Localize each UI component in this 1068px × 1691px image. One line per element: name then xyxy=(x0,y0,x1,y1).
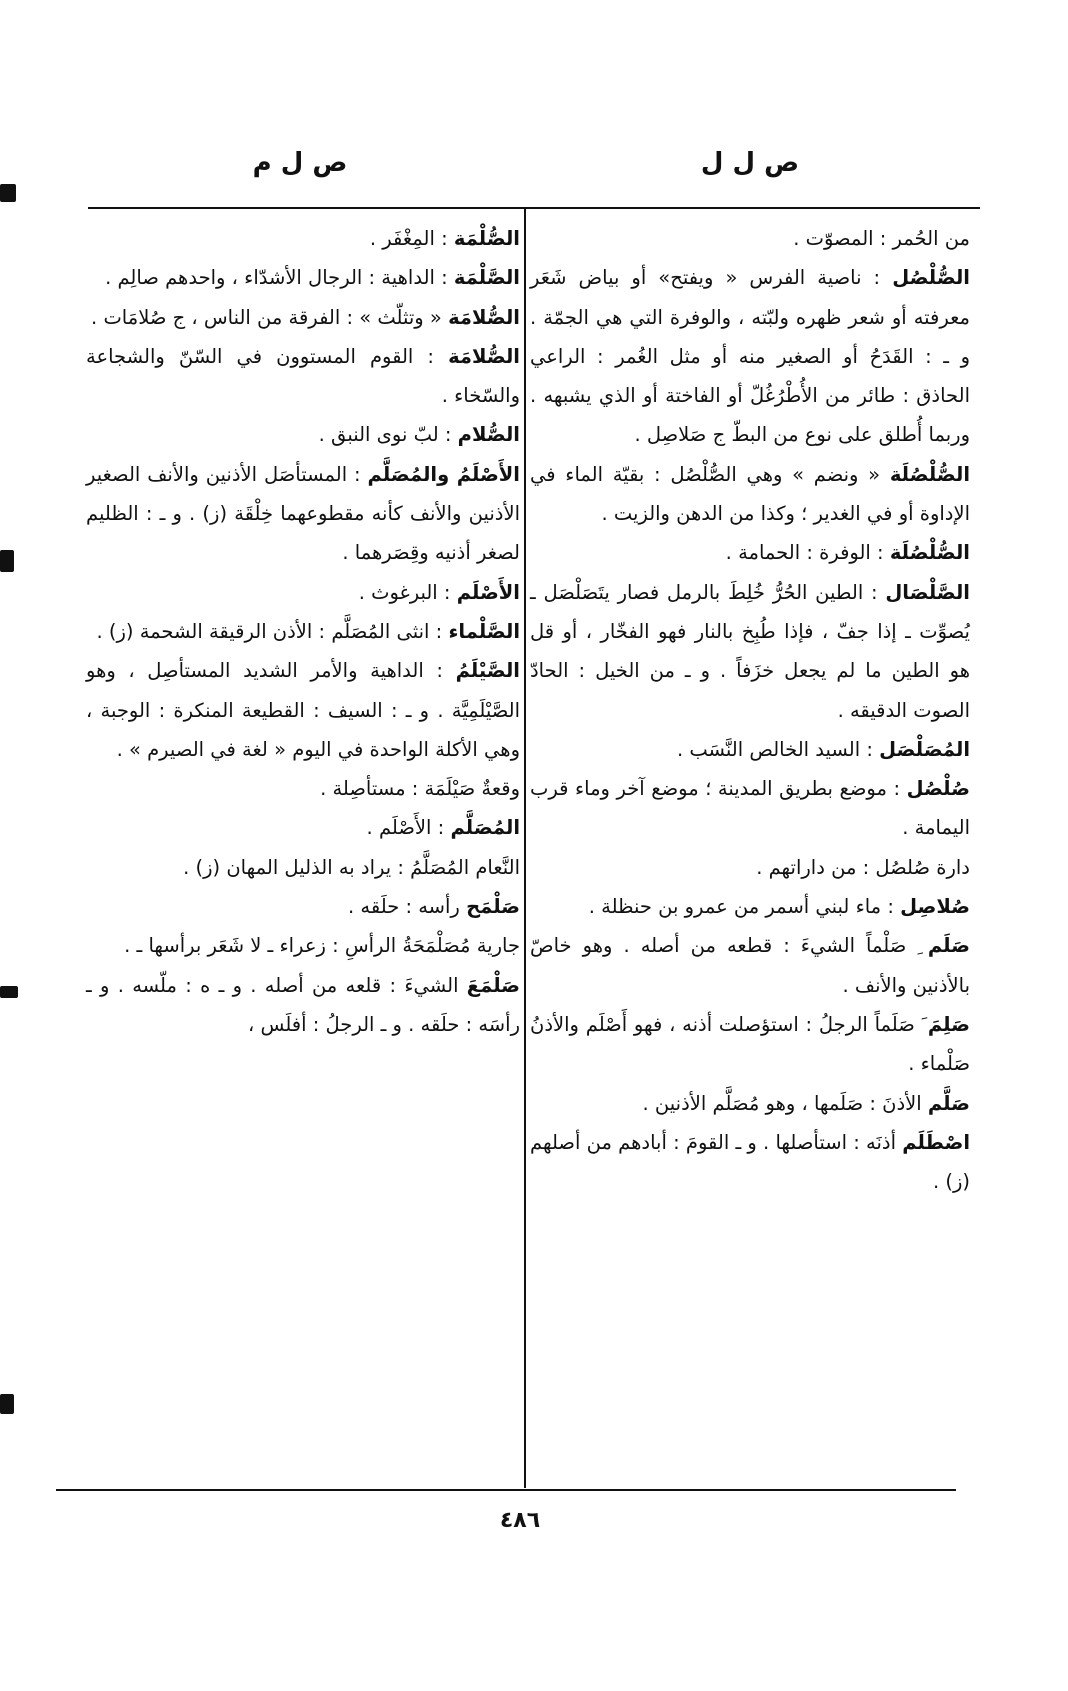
entry-headword: الصُّلْصُلَة xyxy=(889,462,971,486)
dictionary-entry xyxy=(86,887,520,926)
entry-definition: : الطين الحُرُّ خُلِطَ بالرمل فصار يتَصَلْصَل ـ يُصوِّت ـ إذا جفّ ، فإذا طُبِخ بالنار فهو الفخّار ، أو قل هو الطين ما لم يجعل خزَفاً . و ـ من الخيل : الحادّ الصوت الدقيقه . xyxy=(530,580,970,722)
dictionary-entry xyxy=(530,533,970,572)
entry-definition: : البرغوث . xyxy=(358,580,451,604)
dictionary-entry xyxy=(86,298,520,337)
dictionary-entry xyxy=(86,258,520,297)
entry-definition: ِ صَلْماً الشيءَ : قطعه من أصله . وهو خاصّ بالأذنين والأنف . xyxy=(530,934,970,997)
entry-definition: النَّعام المُصَلَّمُ : يراد به الذليل المهان (ز) . xyxy=(183,855,520,879)
entry-definition: جارية مُصَلْمَحَةُ الرأسِ : زعراء ـ لا شَعَر برأسها ـ . xyxy=(124,934,520,958)
scan-edge-mark xyxy=(0,550,14,572)
entry-headword: صَلْمَعَ xyxy=(466,973,520,997)
entry-definition: « ونضم » وهي الصُّلْصُل : بقيّة الماء في الإداوة أو في الغدير ؛ وكذا من الدهن والزيت . xyxy=(530,462,970,526)
dictionary-entry xyxy=(86,573,520,612)
entry-headword: الصُّلام xyxy=(457,423,520,447)
page-number: ٤٨٦ xyxy=(499,1508,541,1533)
entry-headword: الصَّلْصَال xyxy=(885,580,970,604)
dictionary-entry xyxy=(530,848,970,887)
entry-headword: الأَصْلَمُ والمُصَلَّم xyxy=(367,462,520,486)
entry-definition: من الحُمر : المصوّت . xyxy=(793,227,970,250)
scan-edge-mark xyxy=(0,1394,14,1414)
entry-headword: المُصَلْصَل xyxy=(879,737,970,761)
dictionary-entry xyxy=(530,926,970,1005)
header-rule xyxy=(88,207,980,209)
entry-definition: : لبّ نوى النبق . xyxy=(318,423,452,447)
entry-definition: : الأَصْلَم . xyxy=(366,816,445,840)
entry-definition: دارة صُلصُل : من داراتهم . xyxy=(756,855,970,879)
entry-headword: المُصَلَّم xyxy=(450,816,520,840)
dictionary-entry xyxy=(86,769,520,808)
dictionary-entry xyxy=(86,926,520,965)
entry-definition: : الداهية والأمر الشديد المستأصِل ، وهو الصَّيْلَمِيَّة . و ـ : السيف : القطيعة المنكرة : الوجبة ، وهي الأكلة الواحدة في اليوم « لغة في الصيرم » . xyxy=(86,659,520,761)
entry-definition: رأسه : حلَقه . xyxy=(348,895,460,919)
dictionary-entry xyxy=(86,337,520,416)
entry-headword: صُلاصِل xyxy=(900,895,970,919)
entry-definition: أذنَه : استأصلها . و ـ القومَ : أبادهم من أصلهم (ز) . xyxy=(530,1130,970,1194)
entry-headword: الصُّلْصُل xyxy=(892,266,970,290)
entry-definition: الشيءَ : قلعه من أصله . و ـ ه : ملّسه . و ـ رأسَه : حلَقه . و ـ الرجلُ : أفلَس ، xyxy=(86,973,520,1036)
dictionary-entry xyxy=(530,258,970,454)
entry-definition: : السيد الخالص النَّسَب . xyxy=(676,737,873,761)
entry-definition: : الوفرة : الحمامة . xyxy=(725,541,884,565)
scan-edge-mark xyxy=(0,986,18,998)
entry-definition: الأذنَ : صَلَمها ، وهو مُصَلَّم الأذنين . xyxy=(642,1091,922,1115)
dictionary-entry xyxy=(86,966,520,1045)
entry-headword: الأَصْلَم xyxy=(456,580,520,604)
entry-definition: َ صَلَماً الرجلُ : استؤصلت أذنه ، فهو أَصْلَم والأذنُ صَلْماء . xyxy=(530,1012,970,1076)
entry-headword: صَلَم xyxy=(927,934,970,958)
dictionary-column-right xyxy=(530,219,970,1201)
entry-definition: : انثى المُصَلَّم : الأذن الرقيقة الشحمة (ز) . xyxy=(96,619,443,643)
entry-definition: : ناصية الفرس « ويفتح» أو بياض شَعَر معرفته أو شعر ظهره ولبّته ، والوفرة التي هي الجمّة . و ـ : القَدَحُ أو الصغير منه أو مثل الغُمر : الراعي الحاذق : طائر من الأُطْرُغُلّ أو الفاختة أو الذي يشبهه . وربما أُطلق على نوع من البطّ ج صَلاصِل . xyxy=(530,266,970,447)
entry-headword: الصُّلْصُلَة xyxy=(889,541,970,565)
dictionary-entry xyxy=(86,848,520,887)
scan-edge-mark xyxy=(0,184,16,202)
dictionary-entry xyxy=(530,769,970,848)
entry-headword: صَلَّم xyxy=(927,1091,970,1115)
entry-headword: اصْطَلَم xyxy=(902,1130,971,1154)
entry-headword: الصُّلامَة xyxy=(448,344,520,368)
dictionary-entry xyxy=(86,455,520,573)
entry-definition: : الداهية : الرجال الأشدّاء ، واحدهم صالِم . xyxy=(105,266,448,290)
dictionary-column-left xyxy=(86,219,520,1044)
entry-headword: الصَّيْلَمُ xyxy=(455,659,520,683)
dictionary-entry xyxy=(530,219,970,258)
dictionary-entry xyxy=(86,808,520,847)
dictionary-entry xyxy=(530,1005,970,1084)
entry-headword: الصُّلامَة xyxy=(448,305,520,329)
dictionary-entry xyxy=(530,730,970,769)
dictionary-entry xyxy=(86,612,520,651)
entry-definition: : القوم المستوون في السّنّ والشجاعة والسّخاء . xyxy=(86,344,520,408)
footer-rule xyxy=(56,1489,956,1491)
entry-headword: الصَّلْمَة xyxy=(453,266,520,290)
dictionary-entry xyxy=(86,651,520,769)
entry-definition: « وتثلّث » : الفرقة من الناس ، ج صُلامَات . xyxy=(91,305,442,329)
entry-headword: صُلْصُل xyxy=(906,777,970,801)
dictionary-entry xyxy=(86,415,520,454)
entry-headword: صَلِمَ xyxy=(927,1012,970,1036)
entry-definition: : ماء لبني أسمر من عمرو بن حنظلة . xyxy=(588,895,894,919)
entry-headword: الصَّلْماء xyxy=(448,619,520,643)
entry-definition: وقعةٌ صَيْلَمَة : مستأصِلة . xyxy=(320,777,520,801)
dictionary-entry xyxy=(530,1123,970,1202)
dictionary-entry xyxy=(86,219,520,258)
dictionary-entry xyxy=(530,1084,970,1123)
dictionary-entry xyxy=(530,455,970,534)
column-divider xyxy=(524,208,526,1488)
entry-headword: صَلْمَح xyxy=(466,895,520,919)
root-header-right: ص ل ل xyxy=(700,148,800,178)
entry-headword: الصُّلْمَة xyxy=(453,227,520,250)
entry-definition: : المِغْفَر . xyxy=(369,227,448,250)
dictionary-entry xyxy=(530,887,970,926)
root-header-left: ص ل م xyxy=(252,148,348,178)
entry-definition: : موضع بطريق المدينة ؛ موضع آخر وماء قرب اليمامة . xyxy=(530,777,970,840)
entry-definition: : المستأصَل الأذنين والأنف الصغير الأذنين والأنف كأنه مقطوعهما خِلْقَة (ز) . و ـ : الظليم لصغر أذنيه وقِصَرهما . xyxy=(86,462,520,565)
dictionary-entry xyxy=(530,573,970,730)
